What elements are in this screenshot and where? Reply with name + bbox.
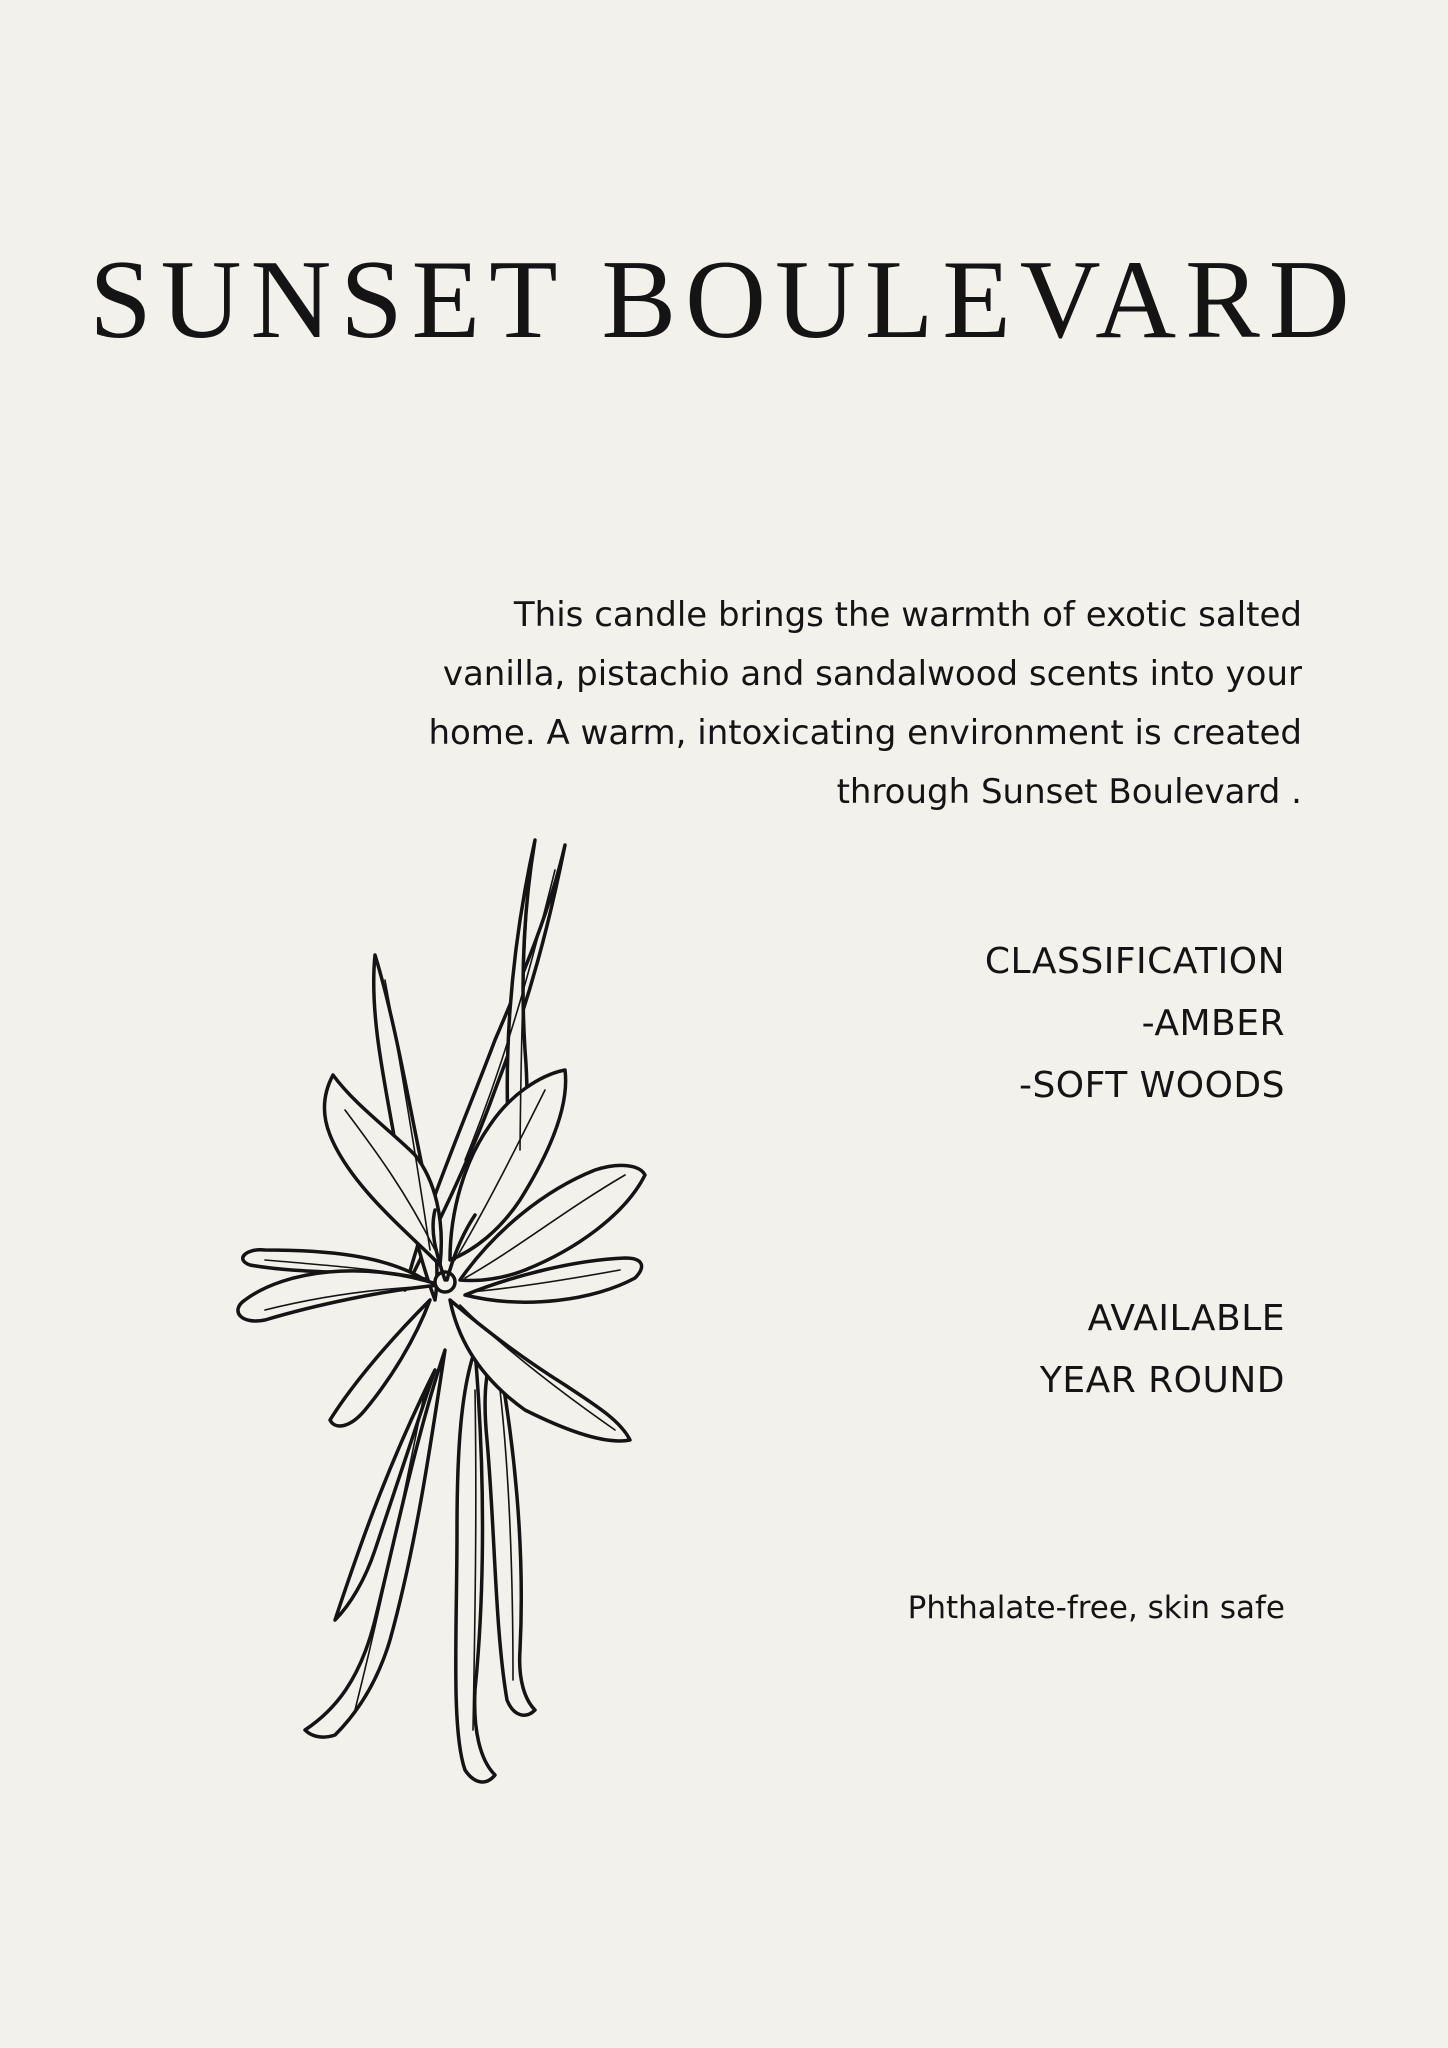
description-line: through Sunset Boulevard . [836, 772, 1302, 812]
classification-heading: CLASSIFICATION [984, 941, 1285, 982]
safety-note: Phthalate-free, skin safe [907, 1590, 1285, 1626]
classification-item: -SOFT WOODS [1018, 1065, 1285, 1106]
vanilla-flower-illustration-icon [225, 830, 665, 1830]
description-line: home. A warm, intoxicating environment is created [428, 713, 1302, 753]
product-description [382, 586, 1302, 822]
classification-item: -AMBER [1141, 1003, 1285, 1044]
description-line: This candle brings the warmth of exotic salted [513, 595, 1302, 635]
availability-line: AVAILABLE [1087, 1298, 1285, 1339]
page-title: SUNSET BOULEVARD [89, 238, 1359, 362]
classification-block [985, 931, 1285, 1117]
availability-block [1040, 1288, 1285, 1412]
availability-line: YEAR ROUND [1039, 1360, 1285, 1401]
description-line: vanilla, pistachio and sandalwood scents into your [442, 654, 1302, 694]
